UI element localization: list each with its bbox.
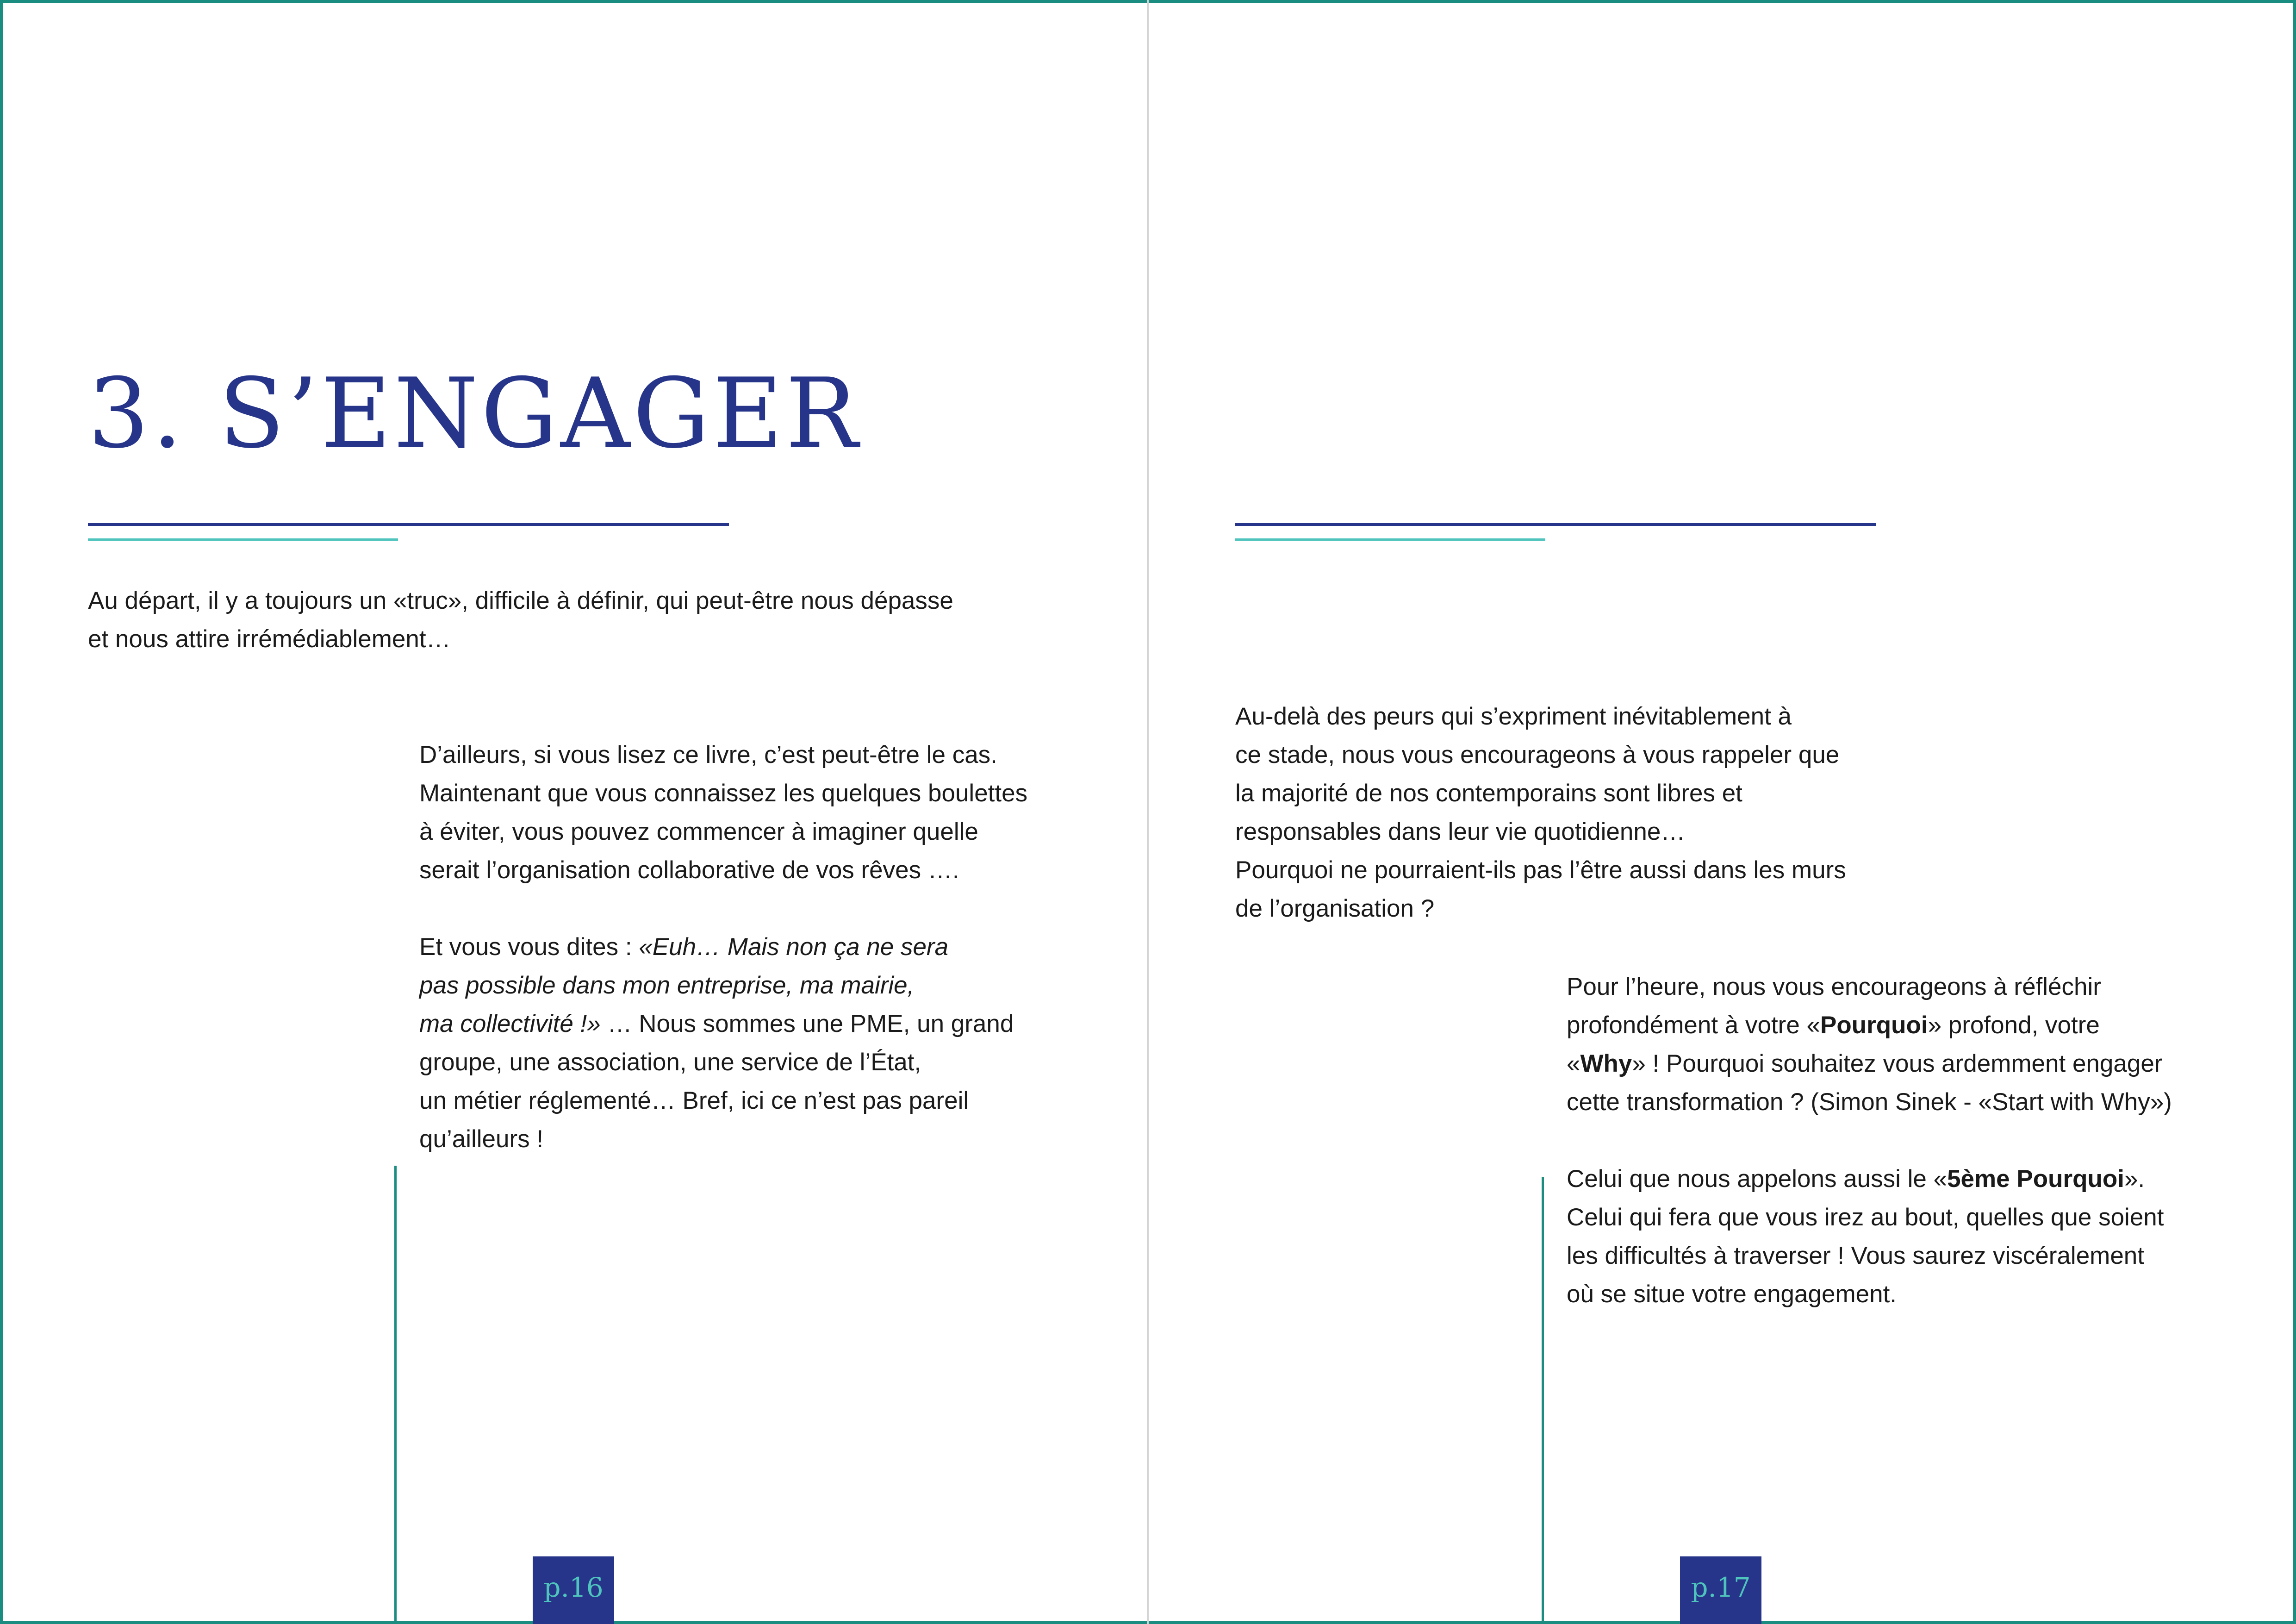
- left-p2-line-5: un métier réglementé… Bref, ici ce n’est pas pareil: [419, 1087, 969, 1114]
- left-intro-paragraph: [88, 581, 953, 658]
- left-p2-line-1-start: Et vous vous dites :: [419, 933, 639, 961]
- left-p2-line-1: [419, 928, 1027, 966]
- right-p1-line-5: Pourquoi ne pourraient-ils pas l’être aussi dans les murs: [1235, 856, 1846, 884]
- paragraph-spacer: [419, 889, 1027, 928]
- left-p2-line-3-quote: ma collectivité !»: [419, 1010, 601, 1037]
- right-p2-line-2-end: » profond, votre: [1928, 1012, 2100, 1039]
- left-vertical-accent-line: [394, 1166, 397, 1624]
- right-body-text: [1567, 968, 2172, 1313]
- right-p1-paragraph: [1235, 697, 1846, 928]
- spread-gutter-divider: [1147, 0, 1149, 1624]
- chapter-title: 3. S’ENGAGER: [88, 358, 861, 470]
- right-p3-line-1: [1567, 1160, 2172, 1198]
- left-p2-line-1-quote: «Euh… Mais non ça ne sera: [639, 933, 949, 961]
- left-p2-line-2: pas possible dans mon entreprise, ma mairie,: [419, 972, 915, 999]
- left-intro-line-1: Au départ, il y a toujours un «truc», difficile à définir, qui peut-être nous dépasse: [88, 587, 953, 614]
- right-p2-line-2-start: profondément à votre «: [1567, 1012, 1821, 1039]
- right-p2-pourquoi-bold: Pourquoi: [1820, 1012, 1928, 1039]
- right-p1-line-3: la majorité de nos contemporains sont libres et: [1235, 780, 1742, 807]
- left-p1-line-2: Maintenant que vous connaissez les quelques boulettes: [419, 780, 1028, 807]
- right-p1-line-6: de l’organisation ?: [1235, 895, 1435, 922]
- left-title-rule-navy: [88, 523, 729, 526]
- right-page-number: p.17: [1680, 1556, 1761, 1624]
- right-p3-5eme-pourquoi-bold: 5ème Pourquoi: [1947, 1165, 2124, 1193]
- right-p3-line-3: les difficultés à traverser ! Vous saurez viscéralement: [1567, 1242, 2145, 1269]
- left-p2-line-6: qu’ailleurs !: [419, 1125, 544, 1153]
- right-title-rule-navy: [1235, 523, 1876, 526]
- right-p2-line-3-end: » ! Pourquoi souhaitez vous ardemment engager: [1632, 1050, 2163, 1077]
- left-title-rule-teal: [88, 538, 398, 541]
- right-p1-line-1: Au-delà des peurs qui s’expriment inévitablement à: [1235, 703, 1792, 730]
- left-intro-line-2: et nous attire irrémédiablement…: [88, 625, 451, 653]
- right-p3-line-1-end: ».: [2124, 1165, 2145, 1193]
- right-p1-line-4: responsables dans leur vie quotidienne…: [1235, 818, 1686, 845]
- left-p2-line-3: [419, 1005, 1027, 1043]
- left-p2-line-3-rest: … Nous sommes une PME, un grand: [600, 1010, 1014, 1037]
- left-page-number: p.16: [533, 1556, 614, 1624]
- right-p2-why-bold: Why: [1580, 1050, 1632, 1077]
- right-p2-line-3-start: «: [1567, 1050, 1580, 1077]
- left-body-text: [419, 736, 1027, 1158]
- right-p2-line-3: [1567, 1044, 2172, 1083]
- left-p2-line-4: groupe, une association, une service de l’État,: [419, 1049, 921, 1076]
- right-title-rule-teal: [1235, 538, 1545, 541]
- right-p2-line-1: Pour l’heure, nous vous encourageons à réfléchir: [1567, 973, 2101, 1000]
- right-p3-line-4: où se situe votre engagement.: [1567, 1280, 1897, 1308]
- right-p3-line-2: Celui qui fera que vous irez au bout, quelles que soient: [1567, 1204, 2164, 1231]
- right-p2-line-4: cette transformation ? (Simon Sinek - «Start with Why»): [1567, 1088, 2172, 1116]
- right-vertical-accent-line: [1542, 1177, 1544, 1624]
- left-p1-line-3: à éviter, vous pouvez commencer à imaginer quelle: [419, 818, 978, 845]
- paragraph-spacer: [1567, 1121, 2172, 1160]
- right-p2-line-2: [1567, 1006, 2172, 1044]
- left-p1-line-4: serait l’organisation collaborative de vos rêves ….: [419, 856, 959, 884]
- right-p3-line-1-start: Celui que nous appelons aussi le «: [1567, 1165, 1948, 1193]
- left-p1-line-1: D’ailleurs, si vous lisez ce livre, c’est peut-être le cas.: [419, 741, 997, 768]
- right-p1-line-2: ce stade, nous vous encourageons à vous rappeler que: [1235, 741, 1840, 768]
